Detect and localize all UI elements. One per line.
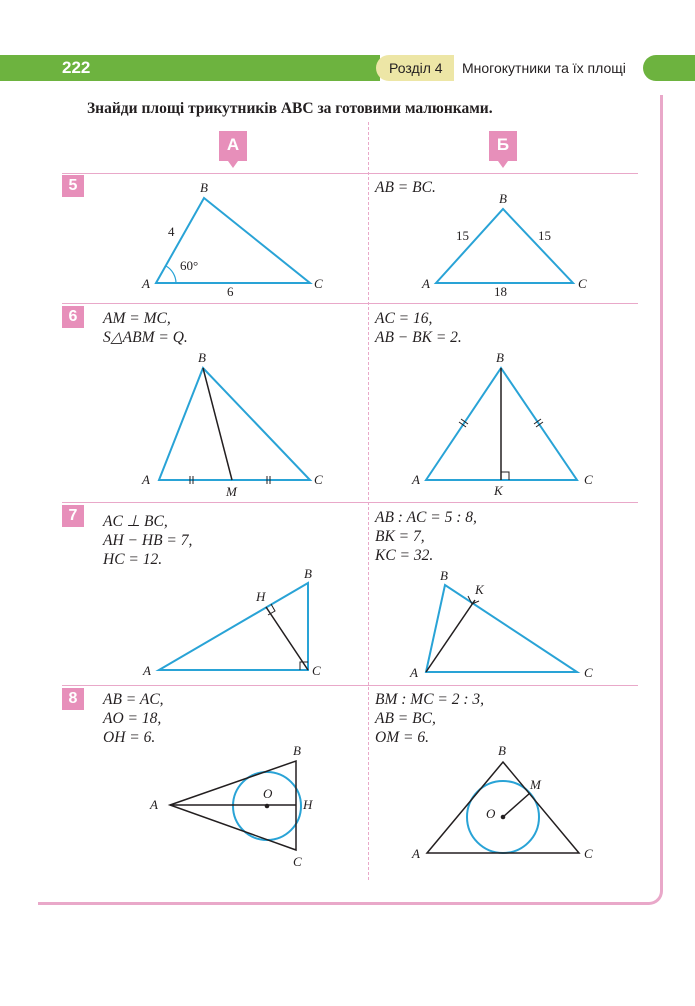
label: A — [412, 846, 420, 861]
triangle-5b — [436, 209, 573, 283]
triangle-7a — [159, 583, 308, 670]
label: 60° — [180, 258, 199, 273]
label: K — [494, 483, 503, 498]
label: A — [150, 797, 158, 812]
label: C — [584, 472, 593, 487]
condition-line: KC = 32. — [375, 547, 434, 564]
label: H — [256, 589, 266, 604]
condition-line: BM : MC = 2 : 3, — [375, 691, 485, 708]
label: B — [200, 180, 208, 195]
condition-line: AC = 16, — [375, 310, 433, 327]
label: 6 — [227, 284, 234, 299]
triangle-8b — [427, 762, 579, 853]
instruction: Знайди площі трикутників ABC за готовими малюнками. — [87, 100, 493, 117]
label: H — [303, 797, 313, 812]
right-angle-mark — [501, 472, 509, 480]
triangle-7b — [426, 585, 577, 672]
label: 4 — [168, 224, 175, 239]
label: C — [578, 276, 587, 291]
condition-line: HC = 12. — [103, 551, 163, 568]
label: A — [142, 276, 150, 291]
problem-number: 8 — [62, 688, 84, 710]
condition-line: OH = 6. — [103, 729, 156, 746]
column-tag-a: А — [219, 131, 247, 161]
label: 15 — [538, 228, 551, 243]
label: C — [314, 472, 323, 487]
label: 18 — [494, 284, 507, 299]
label: C — [584, 665, 593, 680]
segment-om — [503, 793, 530, 817]
label: A — [410, 665, 418, 680]
condition-line: AB = BC, — [375, 710, 436, 727]
label: B — [293, 743, 301, 758]
median-bm — [203, 368, 232, 480]
column-tag-b: Б — [489, 131, 517, 161]
label: C — [293, 854, 302, 869]
point-o — [501, 815, 506, 820]
label: M — [226, 484, 237, 499]
label: A — [142, 472, 150, 487]
label: C — [314, 276, 323, 291]
label: A — [412, 472, 420, 487]
label: B — [496, 350, 504, 365]
label: A — [143, 663, 151, 678]
label: B — [198, 350, 206, 365]
label: B — [498, 743, 506, 758]
point-o — [265, 804, 270, 809]
condition-line: AB : AC = 5 : 8, — [375, 509, 477, 526]
label: B — [499, 191, 507, 206]
angle-arc-5a — [166, 266, 176, 283]
condition-line: AB − BK = 2. — [375, 329, 462, 346]
problem-number: 5 — [62, 175, 84, 197]
label: K — [475, 582, 484, 597]
triangle-6a — [159, 368, 310, 480]
condition-line: S△ABM = Q. — [103, 329, 188, 346]
condition-line: AC ⊥ BC, — [103, 513, 168, 530]
section-label: Розділ 4 — [389, 60, 443, 76]
label: M — [530, 777, 541, 792]
label: O — [486, 806, 496, 821]
label: 15 — [456, 228, 469, 243]
altitude-ch — [266, 607, 308, 670]
label: B — [304, 566, 312, 581]
condition-line: AB = BC. — [375, 179, 436, 196]
condition-line: AO = 18, — [103, 710, 162, 727]
label: B — [440, 568, 448, 583]
condition-line: AH − HB = 7, — [103, 532, 193, 549]
condition-line: BK = 7, — [375, 528, 425, 545]
chapter-title: Многокутники та їх площі — [462, 60, 626, 76]
condition-line: OM = 6. — [375, 729, 429, 746]
condition-line: AB = AC, — [103, 691, 164, 708]
label: A — [422, 276, 430, 291]
label: O — [263, 786, 273, 801]
label: C — [584, 846, 593, 861]
condition-line: AM = MC, — [103, 310, 171, 327]
problem-number: 6 — [62, 306, 84, 328]
page-number: 222 — [62, 58, 91, 77]
label: C — [312, 663, 321, 678]
problem-number: 7 — [62, 505, 84, 527]
